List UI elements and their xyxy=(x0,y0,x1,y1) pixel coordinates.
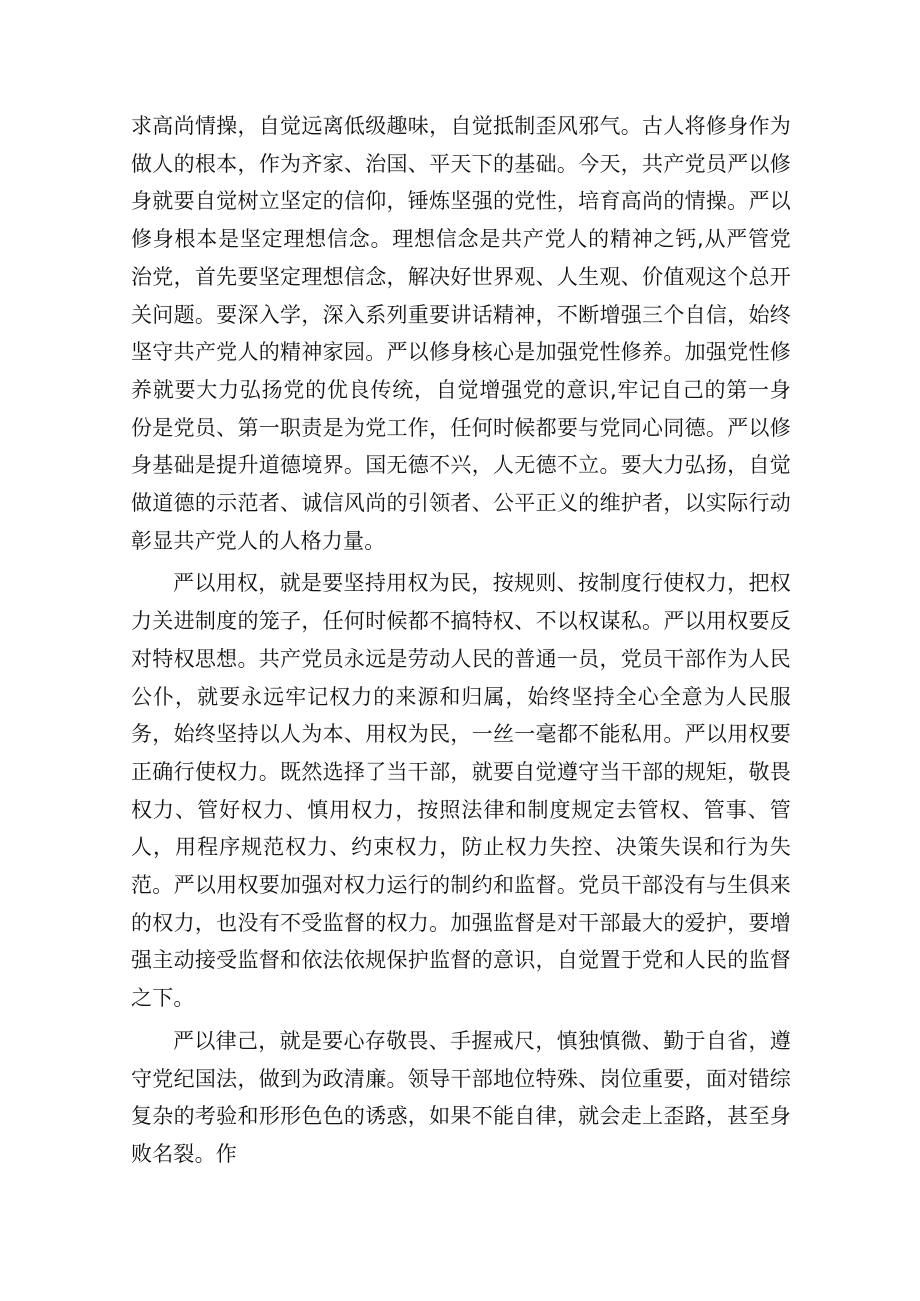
paragraph-strict-self-discipline: 严以律己，就是要心存敬畏、手握戒尺，慎独慎微、勤于自省，遵守党纪国法，做到为政清廉。领导干部地位特殊、岗位重要，面对错综复杂的考验和形形色色的诱惑，如果不能自律，就会走上歪路，甚至身败名裂。作 xyxy=(131,1028,791,1166)
paragraph-continuation: 求高尚情操，自觉远离低级趣味，自觉抵制歪风邪气。古人将修身作为做人的根本，作为齐家、治国、平天下的基础。今天，共产党员严以修身就要自觉树立坚定的信仰，锤炼坚强的党性，培育高尚的情操。严以修身根本是坚定理想信念。理想信念是共产党人的精神之钙,从严管党治党，首先要坚定理想信念，解决好世界观、人生观、价值观这个总开关问题。要深入学，深入系列重要讲话精神，不断增强三个自信，始终坚守共产党人的精神家园。严以修身核心是加强党性修养。加强党性修养就要大力弘扬党的优良传统，自觉增强党的意识,牢记自己的第一身份是党员、第一职责是为党工作，任何时候都要与党同心同德。严以修身基础是提升道德境界。国无德不兴，人无德不立。要大力弘扬，自觉做道德的示范者、诚信风尚的引领者、公平正义的维护者，以实际行动彰显共产党人的人格力量。 xyxy=(131,114,791,553)
document-body xyxy=(131,108,791,1179)
paragraph-strict-use-of-power: 严以用权，就是要坚持用权为民，按规则、按制度行使权力，把权力关进制度的笼子，任何时候都不搞特权、不以权谋私。严以用权要反对特权思想。共产党员永远是劳动人民的普通一员，党员干部作为人民公仆，就要永远牢记权力的来源和归属，始终坚持全心全意为人民服务，始终坚持以人为本、用权为民，一丝一毫都不能私用。严以用权要正确行使权力。既然选择了当干部，就要自觉遵守当干部的规矩，敬畏权力、管好权力、慎用权力，按照法律和制度规定去管权、管事、管人，用程序规范权力、约束权力，防止权力失控、决策失误和行为失范。严以用权要加强对权力运行的制约和监督。党员干部没有与生俱来的权力，也没有不受监督的权力。加强监督是对干部最大的爱护，要增强主动接受监督和依法依规保护监督的意识，自觉置于党和人民的监督之下。 xyxy=(131,571,791,1011)
